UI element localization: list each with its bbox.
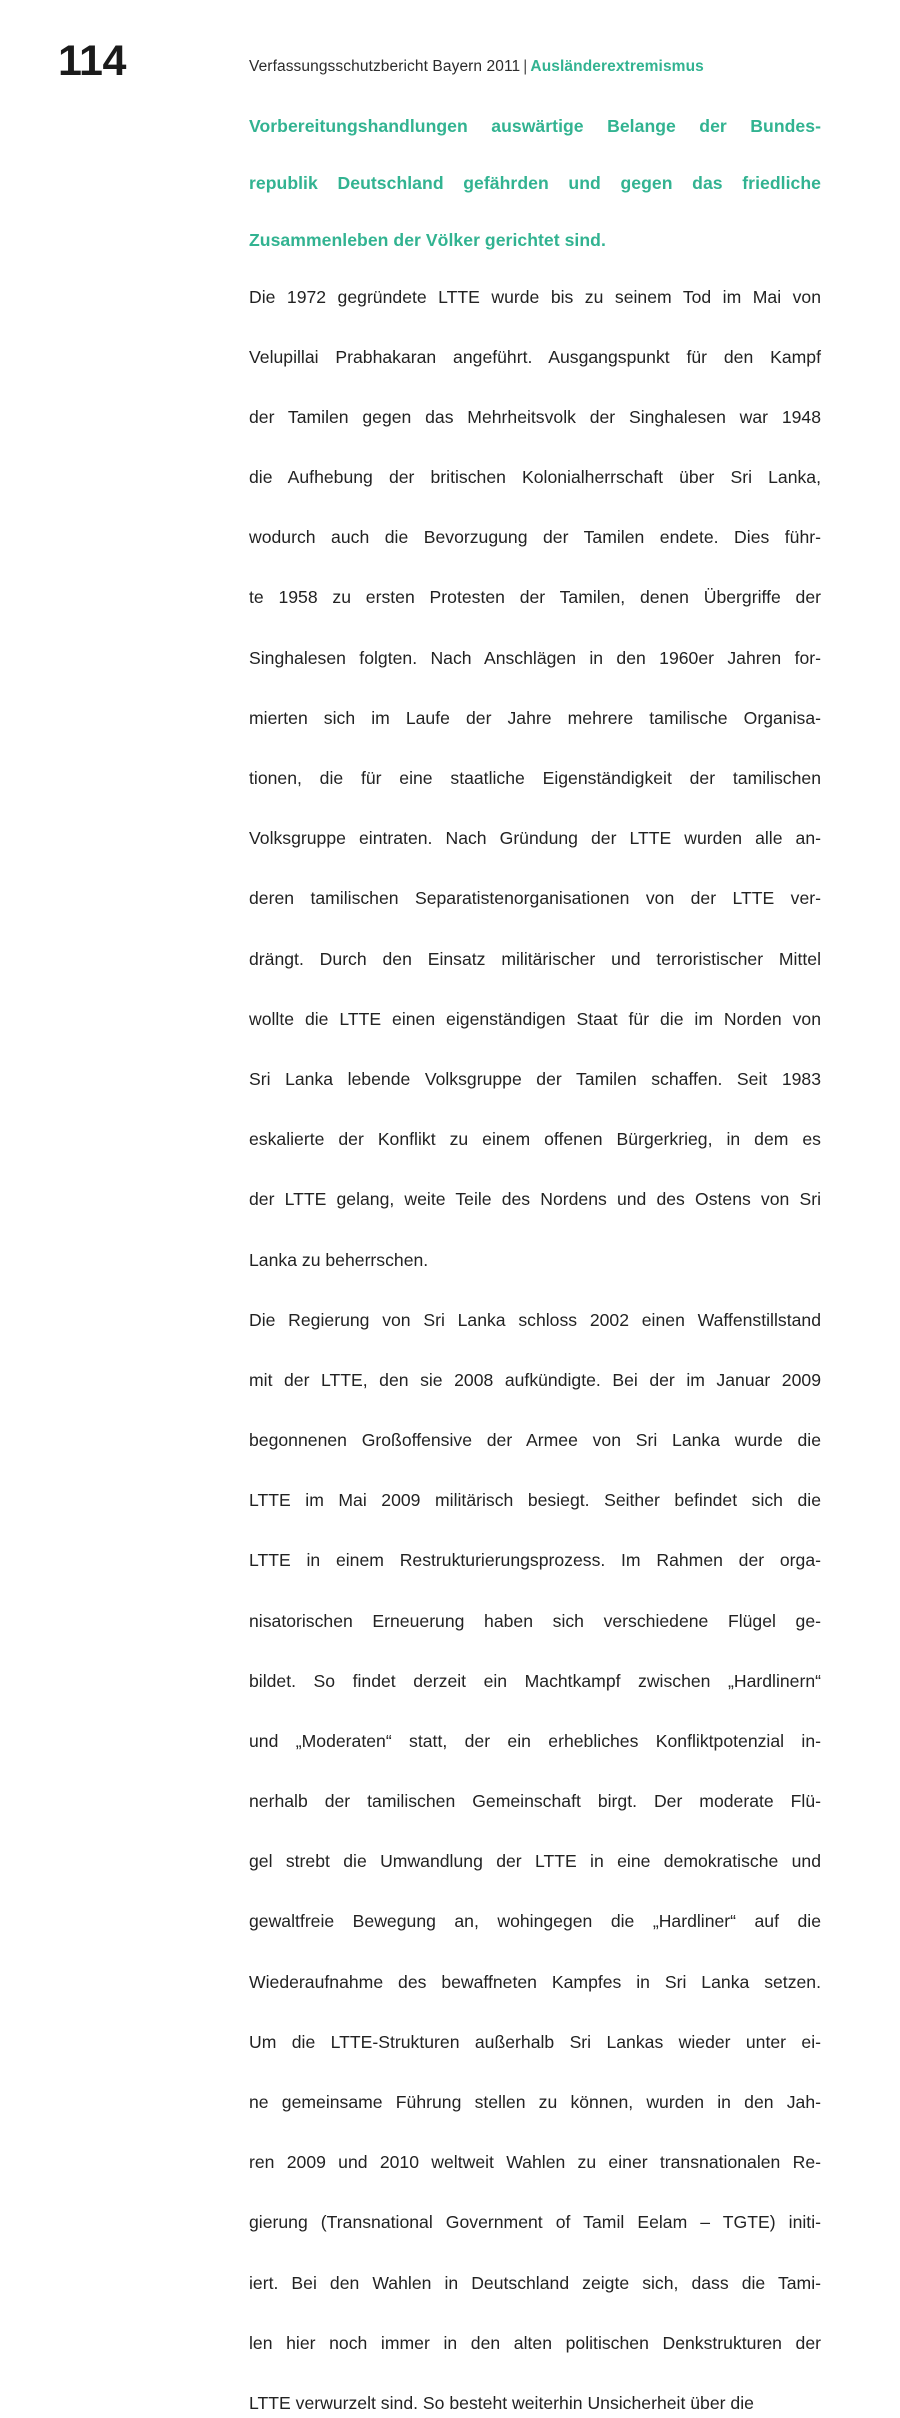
spacer — [249, 255, 821, 282]
running-head-section: Ausländerextremismus — [530, 58, 704, 75]
text-line: Velupillai Prabhakaran angeführt. Ausgangspunkt für den Kampf — [249, 346, 821, 367]
text-line: und „Moderaten“ statt, der ein erhebliches Konfliktpotenzial in- — [249, 1730, 821, 1751]
text-line: der LTTE gelang, weite Teile des Nordens und des Ostens von Sri — [249, 1189, 821, 1210]
text-line: begonnenen Großoffensive der Armee von Sri Lanka wurde die — [249, 1429, 821, 1450]
text-line: der Tamilen gegen das Mehrheitsvolk der Singhalesen war 1948 — [249, 406, 821, 427]
text-line: Die Regierung von Sri Lanka schloss 2002 einen Waffenstillstand — [249, 1309, 821, 1330]
text-line: LTTE im Mai 2009 militärisch besiegt. Seither befindet sich die — [249, 1490, 821, 1511]
text-line: mit der LTTE, den sie 2008 aufkündigte. Bei der im Januar 2009 — [249, 1369, 821, 1390]
running-head-title: Verfassungsschutzbericht Bayern 2011 — [249, 58, 521, 75]
text-line: Sri Lanka lebende Volksgruppe der Tamilen schaffen. Seit 1983 — [249, 1068, 821, 1089]
text-line: ne gemeinsame Führung stellen zu können, wurden in den Jah- — [249, 2092, 821, 2113]
text-line: Um die LTTE-Strukturen außerhalb Sri Lankas wieder unter ei- — [249, 2031, 821, 2052]
text-line: nerhalb der tamilischen Gemeinschaft birgt. Der moderate Flü- — [249, 1791, 821, 1812]
text-line: drängt. Durch den Einsatz militärischer und terroristischer Mittel — [249, 948, 821, 969]
spacer — [249, 1275, 821, 1305]
body-paragraph-1 — [249, 282, 821, 1275]
running-head-separator: | — [523, 58, 528, 75]
text-line: Singhalesen folgten. Nach Anschlägen in den 1960er Jahren for- — [249, 647, 821, 668]
text-line: mierten sich im Laufe der Jahre mehrere tamilische Organisa- — [249, 707, 821, 728]
text-line: gewaltfreie Bewegung an, wohingegen die „Hardliner“ auf die — [249, 1911, 821, 1932]
text-line: eskalierte der Konflikt zu einem offenen Bürgerkrieg, in dem es — [249, 1129, 821, 1150]
text-line: iert. Bei den Wahlen in Deutschland zeigte sich, dass die Tami- — [249, 2272, 821, 2293]
text-line: gel strebt die Umwandlung der LTTE in eine demokratische und — [249, 1851, 821, 1872]
text-line: Wiederaufnahme des bewaffneten Kampfes in Sri Lanka setzen. — [249, 1971, 821, 1992]
text-line: die Aufhebung der britischen Kolonialherrschaft über Sri Lanka, — [249, 467, 821, 488]
text-line: te 1958 zu ersten Protesten der Tamilen, denen Übergriffe der — [249, 587, 821, 608]
text-line: Lanka zu beherrschen. — [249, 1249, 429, 1270]
body-paragraph-2 — [249, 1305, 821, 2418]
text-line: Volksgruppe eintraten. Nach Gründung der LTTE wurden alle an- — [249, 828, 821, 849]
text-line: LTTE in einem Restrukturierungsprozess. Im Rahmen der orga- — [249, 1550, 821, 1571]
text-line: Die 1972 gegründete LTTE wurde bis zu seinem Tod im Mai von — [249, 286, 821, 307]
text-line: tionen, die für eine staatliche Eigenständigkeit der tamilischen — [249, 768, 821, 788]
text-line: LTTE verwurzelt sind. So besteht weiterhin Unsicherheit über die — [249, 2392, 754, 2413]
text-line: nisatorischen Erneuerung haben sich verschiedene Flügel ge- — [249, 1610, 821, 1631]
text-column — [249, 112, 821, 2418]
text-line: ren 2009 und 2010 weltweit Wahlen zu einer transnationalen Re- — [249, 2152, 821, 2173]
lede-heading — [249, 112, 821, 255]
text-line: wollte die LTTE einen eigenständigen Staat für die im Norden von — [249, 1008, 821, 1029]
page-number: 114 — [58, 37, 126, 85]
text-line: gierung (Transnational Government of Tamil Eelam – TGTE) initi- — [249, 2212, 821, 2233]
text-line: republik Deutschland gefährden und gegen das friedliche — [249, 173, 821, 193]
text-line: len hier noch immer in den alten politischen Denkstrukturen der — [249, 2332, 821, 2353]
text-line: bildet. So findet derzeit ein Machtkampf zwischen „Hardlinern“ — [249, 1670, 821, 1691]
text-line: deren tamilischen Separatistenorganisationen von der LTTE ver- — [249, 888, 821, 909]
text-line: Vorbereitungshandlungen auswärtige Belange der Bundes- — [249, 116, 821, 136]
running-head — [249, 57, 704, 77]
text-line: Zusammenleben der Völker gerichtet sind. — [249, 230, 606, 250]
text-line: wodurch auch die Bevorzugung der Tamilen endete. Dies führ- — [249, 527, 821, 548]
